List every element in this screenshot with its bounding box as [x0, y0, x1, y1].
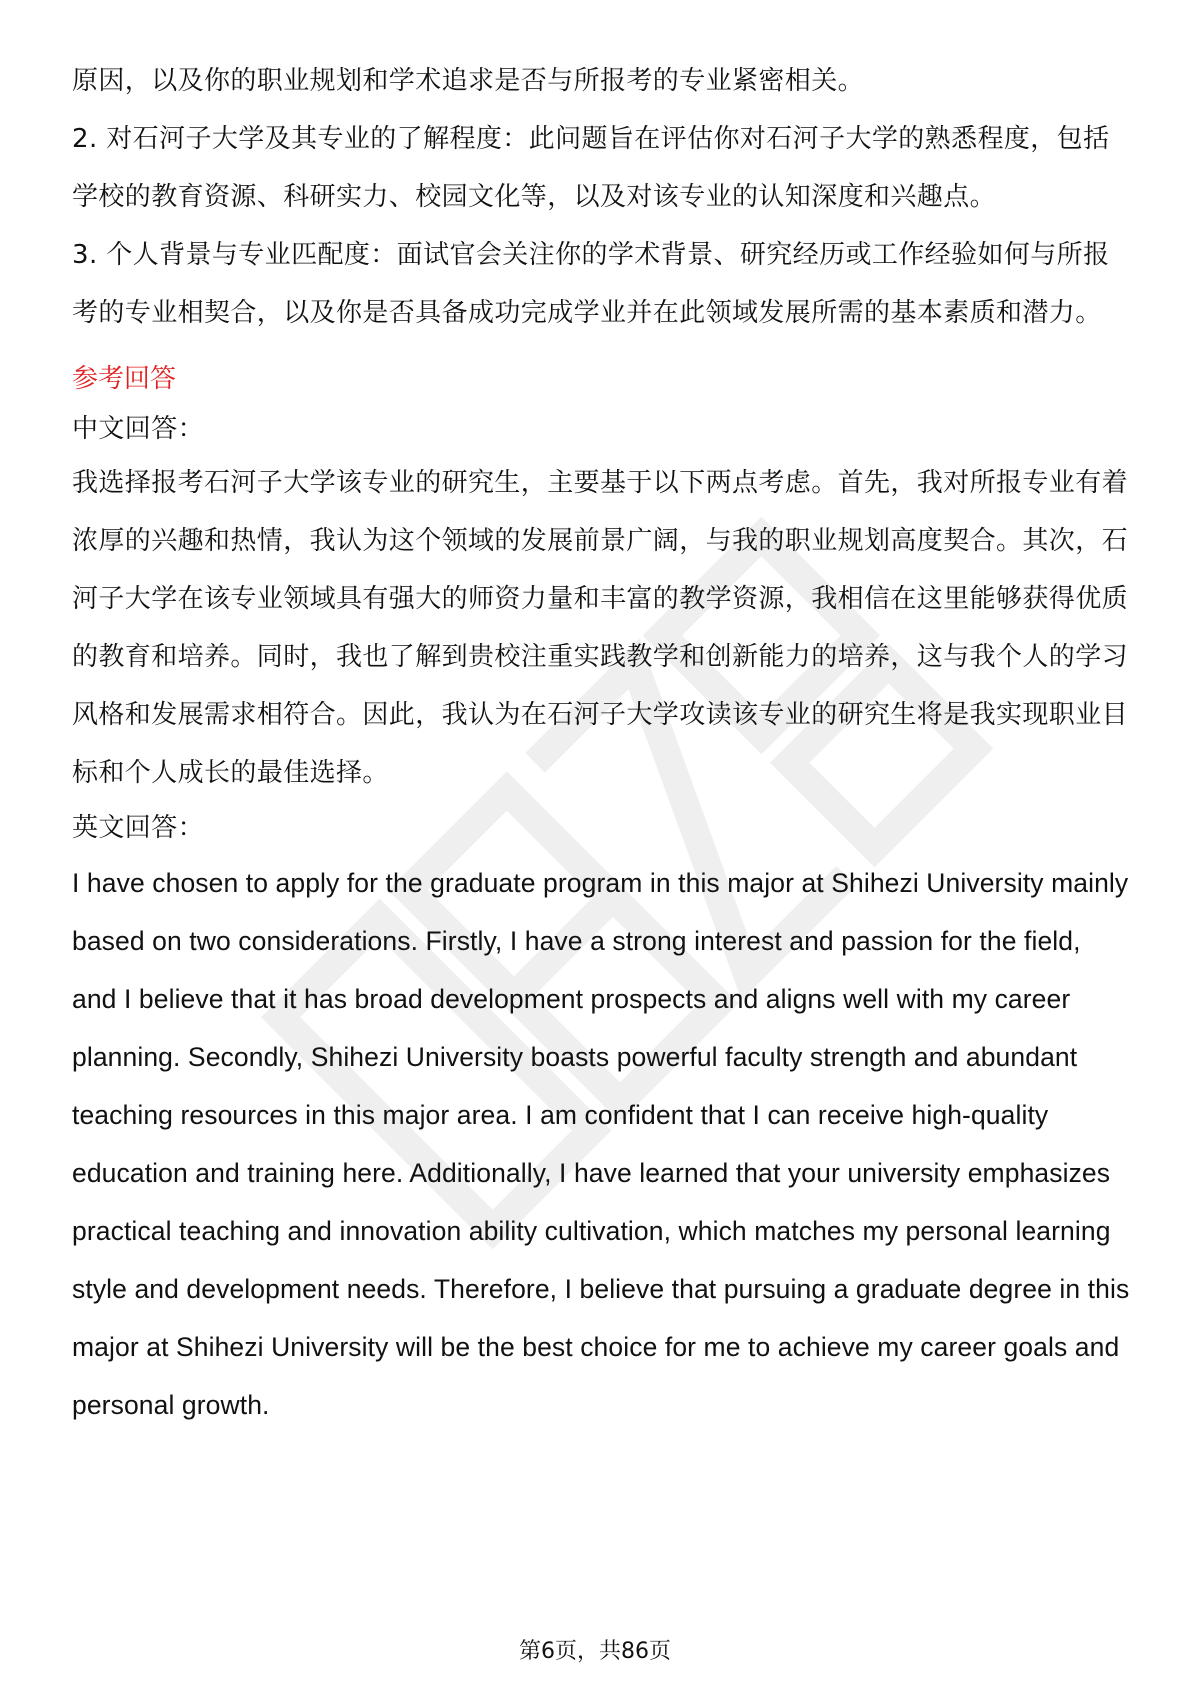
point-2: 2. 对石河子大学及其专业的了解程度：此问题旨在评估你对石河子大学的熟悉程度，包括学校的教育资源、科研实力、校园文化等，以及对该专业的认知深度和兴趣点。 [72, 124, 1110, 212]
intro-tail-text: 原因，以及你的职业规划和学术追求是否与所报考的专业紧密相关。 [72, 66, 865, 96]
chinese-answer-text: 我选择报考石河子大学该专业的研究生，主要基于以下两点考虑。首先，我对所报专业有着浓厚的兴趣和热情，我认为这个领域的发展前景广阔，与我的职业规划高度契合。其次，石河子大学在该专业领域具有强大的师资力量和丰富的教学资源，我相信在这里能够获得优质的教育和培养。同时，我也了解到贵校注重实践教学和创新能力的培养，这与我个人的学习风格和发展需求相符合。因此，我认为在石河子大学攻读该专业的研究生将是我实现职业目标和个人成长的最佳选择。 [72, 468, 1129, 788]
point-3: 3. 个人背景与专业匹配度：面试官会关注你的学术背景、研究经历或工作经验如何与所报考的专业相契合，以及你是否具备成功完成学业并在此领域发展所需的基本素质和潜力。 [72, 240, 1110, 328]
reference-answer-heading: 参考回答 [72, 364, 177, 394]
english-answer-text: I have chosen to apply for the graduate program in this major at Shihezi University mainly based on two considerations. Firstly, I have a strong interest and passion for the field, and I believe that it has broad development prospects and aligns well with my career planning. Secondly, Shihezi University boasts powerful faculty strength and abundant teaching resources in this major area. I am confident that I can receive high-quality education and training here. Additionally, I have learned that your university emphasizes practical teaching and innovation ability cultivation, which matches my personal learning style and development needs. Therefore, I believe that pursuing a graduate degree in this major at Shihezi University will be the best choice for me to achieve my career goals and personal growth. [72, 868, 1130, 1420]
page-content [72, 52, 1132, 1434]
chinese-answer-label: 中文回答： [72, 414, 205, 444]
page-footer: 第6页，共86页 [519, 1639, 671, 1664]
english-answer-label: 英文回答： [72, 813, 205, 843]
